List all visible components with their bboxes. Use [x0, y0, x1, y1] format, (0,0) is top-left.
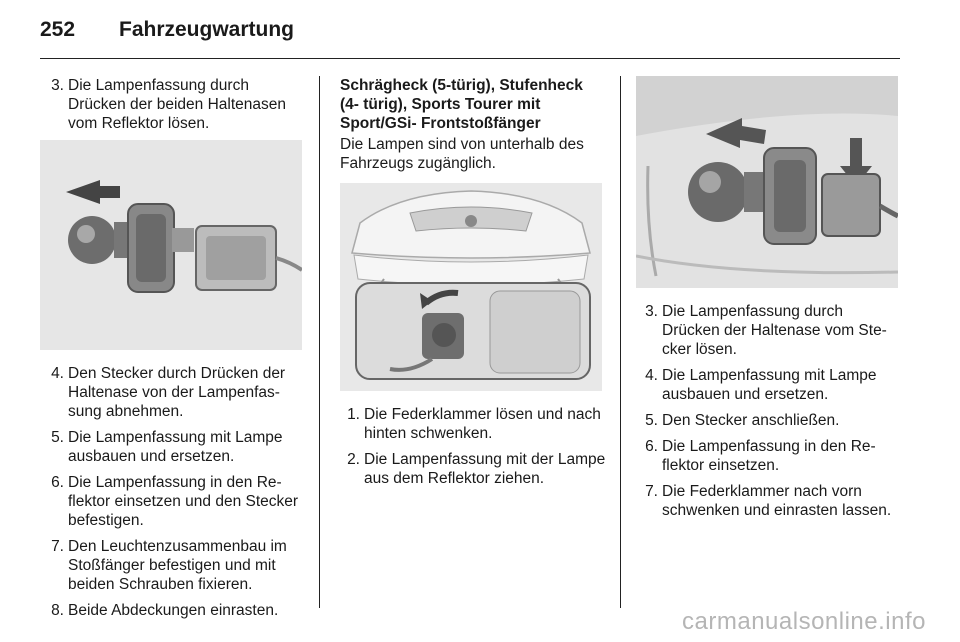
list-item: [638, 302, 900, 359]
list-item: [340, 405, 606, 443]
step-number: 1.: [347, 406, 360, 423]
step-text: Beide Abdeckungen einrasten.: [68, 602, 279, 619]
step-number: 3.: [51, 77, 64, 94]
column-3: [638, 76, 900, 527]
page-number: 252: [40, 18, 76, 41]
step-number: 6.: [51, 474, 64, 491]
step-text: Die Lampenfassung mit der Lampe aus dem Reflektor ziehen.: [364, 451, 606, 487]
step-text: Den Stecker durch Drücken der Haltenase von der Lampenfas- sung abnehmen.: [68, 365, 286, 420]
step-number: 2.: [347, 451, 360, 468]
page-header: [40, 14, 900, 58]
list-item: [638, 482, 900, 520]
page-title: Fahrzeugwartung: [119, 18, 295, 41]
list-item: [44, 473, 308, 530]
watermark: carmanualsonline.info: [682, 608, 926, 635]
list-item: [638, 366, 900, 404]
list-item: [44, 76, 308, 133]
column-2: [340, 76, 606, 495]
list-item: [44, 537, 308, 594]
list-item: [44, 364, 308, 421]
step-text: Die Lampenfassung durch Drücken der beiden Haltenasen vom Reflektor lösen.: [68, 77, 286, 132]
column-divider: [620, 76, 621, 608]
step-number: 6.: [645, 438, 658, 455]
step-number: 7.: [645, 483, 658, 500]
section-heading: Schrägheck (5-türig), Stufenheck (4- türig), Sports Tourer mit Sport/GSi- Frontstoßfänger: [340, 77, 583, 132]
step-number: 4.: [51, 365, 64, 382]
step-text: Die Federklammer lösen und nach hinten schwenken.: [364, 406, 601, 442]
list-item: [638, 437, 900, 475]
step-number: 3.: [645, 303, 658, 320]
step-text: Den Leuchtenzusammenbau im Stoßfänger befestigen und mit beiden Schrauben fixieren.: [68, 538, 287, 593]
list-item: [44, 428, 308, 466]
step-text: Die Federklammer nach vorn schwenken und einrasten lassen.: [662, 483, 892, 519]
list-item: [44, 601, 308, 620]
step-number: 7.: [51, 538, 64, 555]
column-1: [44, 76, 308, 627]
step-text: Die Lampenfassung mit Lampe ausbauen und ersetzen.: [662, 367, 877, 403]
step-number: 8.: [51, 602, 64, 619]
step-number: 5.: [51, 429, 64, 446]
step-text: Den Stecker anschließen.: [662, 412, 840, 429]
step-number: 5.: [645, 412, 658, 429]
list-item: [340, 450, 606, 488]
step-text: Die Lampenfassung mit Lampe ausbauen und ersetzen.: [68, 429, 283, 465]
step-text: Die Lampenfassung in den Re- flektor einsetzen.: [662, 438, 876, 474]
step-text: Die Lampenfassung durch Drücken der Haltenase vom Ste- cker lösen.: [662, 303, 887, 358]
list-item: [638, 411, 900, 430]
figure-lamp-socket: [40, 140, 302, 350]
step-text: Die Lampenfassung in den Re- flektor einsetzen und den Stecker befestigen.: [68, 474, 299, 529]
column-divider: [319, 76, 320, 608]
header-rule: [40, 58, 900, 59]
figure-lamp-connector: [636, 76, 898, 288]
step-number: 4.: [645, 367, 658, 384]
figure-car-underside: [340, 183, 602, 391]
intro-text: Die Lampen sind von unterhalb des Fahrzeugs zugänglich.: [340, 136, 584, 172]
